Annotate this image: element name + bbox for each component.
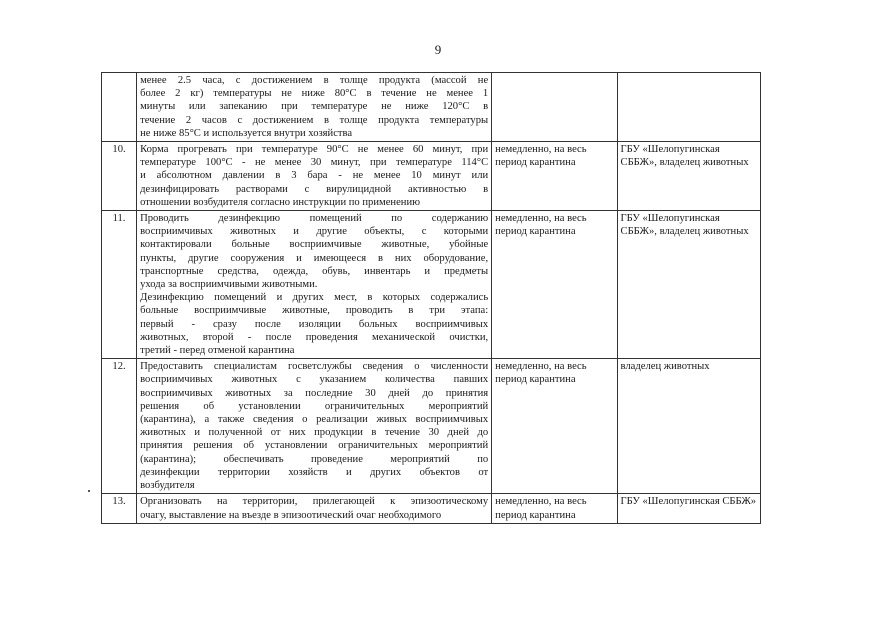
measure-text-line: ухода за восприимчивыми животными. (140, 279, 318, 291)
measure-text-line: контактировали больные восприимчивые животные, убойные (140, 239, 489, 251)
page-number: 9 (434, 42, 442, 57)
table-row (102, 142, 761, 211)
measure-description (137, 359, 492, 494)
table-row (102, 211, 761, 359)
measure-text-line: температуре 100°С - не менее 30 минут, при температуре 114°С (140, 157, 489, 169)
measure-text-line: очагу, выставление на въезде в эпизоотический очаг необходимого (140, 509, 442, 521)
measure-deadline: немедленно, на весь период карантина (492, 211, 617, 359)
measure-text-line: третий - перед отменой карантина (140, 345, 295, 357)
measure-text-line: животных, второй - после проведения механической очистки, (140, 331, 489, 343)
row-number: 11. (102, 211, 137, 359)
measure-description (137, 494, 492, 523)
measure-text-line: менее 2.5 часа, с достижением в толще продукта (массой не (140, 75, 489, 86)
measure-text-line: животных и полученной от них продукции в течение 30 дней до (140, 427, 489, 439)
measure-text-line: восприимчивых животных с указанием количества павших (140, 374, 489, 386)
table-row (102, 494, 761, 523)
measure-text-line: восприимчивых животных и другие объекты, с которыми (140, 226, 489, 238)
measure-deadline: немедленно, на весь период карантина (492, 359, 617, 494)
measure-text-line: возбудителя (140, 480, 195, 492)
measure-deadline: немедленно, на весь период карантина (492, 494, 617, 523)
measure-deadline (492, 73, 617, 142)
measure-text-line: Корма прогревать при температуре 90°С не менее 60 минут, при (140, 144, 489, 156)
measure-responsible: ГБУ «Шелопугинская СББЖ» (617, 494, 760, 523)
measure-description (137, 211, 492, 359)
measure-text-line: более 2 кг) температуры не ниже 80°С в течение не менее 1 (140, 88, 489, 100)
measure-text-line: минуты или запеканию при температуре не ниже 120°С в (140, 101, 489, 113)
measures-table-body (102, 73, 761, 524)
measure-text-line: Предоставить специалистам госветслужбы сведения о численности (140, 361, 489, 373)
table-row (102, 359, 761, 494)
measure-text-line: первый - сразу после изоляции больных восприимчивых (140, 318, 489, 330)
row-number: 12. (102, 359, 137, 494)
measure-text-line: принятия решения об установлении ограничительных мероприятий (140, 440, 489, 452)
measure-text-line: отношении возбудителя согласно инструкции по применению (140, 196, 421, 208)
measure-text-line: транспортные средства, одежда, обувь, инвентарь и предметы (140, 265, 489, 277)
measure-deadline: немедленно, на весь период карантина (492, 142, 617, 211)
measure-text-line: (карантина); обеспечивать проведение мероприятий по (140, 453, 489, 465)
measure-responsible: владелец животных (617, 359, 760, 494)
measure-text-line: (карантина), а также сведения о реализации живых восприимчивых (140, 414, 489, 426)
measure-description (137, 142, 492, 211)
measure-text-line: больные восприимчивые животные, проводить в три этапа: (140, 305, 489, 317)
measure-text-line: пункты, другие сооружения и имеющееся в них оборудование, (140, 252, 489, 264)
row-number: 13. (102, 494, 137, 523)
measure-text-line: дезинфекции территории хозяйств и других объектов от (140, 466, 489, 478)
measure-responsible (617, 73, 760, 142)
measure-responsible: ГБУ «Шелопугинская СББЖ», владелец животных (617, 142, 760, 211)
measure-text-line: Дезинфекцию помещений и других мест, в которых содержались (140, 292, 489, 304)
measure-text-line: решения об установлении ограничительных мероприятий (140, 400, 489, 412)
measure-text-line: и абсолютном давлении в 3 бара - не менее 10 минут или (140, 170, 489, 182)
table-row (102, 73, 761, 142)
scan-speck (88, 490, 90, 492)
measure-text-line: восприимчивых животных за последние 30 дней до принятия (140, 387, 489, 399)
measure-text-line: Организовать на территории, прилегающей к эпизоотическому (140, 496, 489, 508)
measures-table (101, 72, 761, 524)
row-number (102, 73, 137, 142)
measure-text-line: не ниже 85°С и используется внутри хозяйства (140, 127, 353, 139)
measure-text-line: Проводить дезинфекцию помещений по содержанию (140, 213, 489, 225)
measure-text-line: дезинфицировать растворами с вирулицидной активностью в (140, 183, 489, 195)
measure-responsible: ГБУ «Шелопугинская СББЖ», владелец животных (617, 211, 760, 359)
row-number: 10. (102, 142, 137, 211)
measure-description (137, 73, 492, 142)
measure-text-line: течение 2 часов с достижением в толще продукта температуры (140, 114, 489, 126)
